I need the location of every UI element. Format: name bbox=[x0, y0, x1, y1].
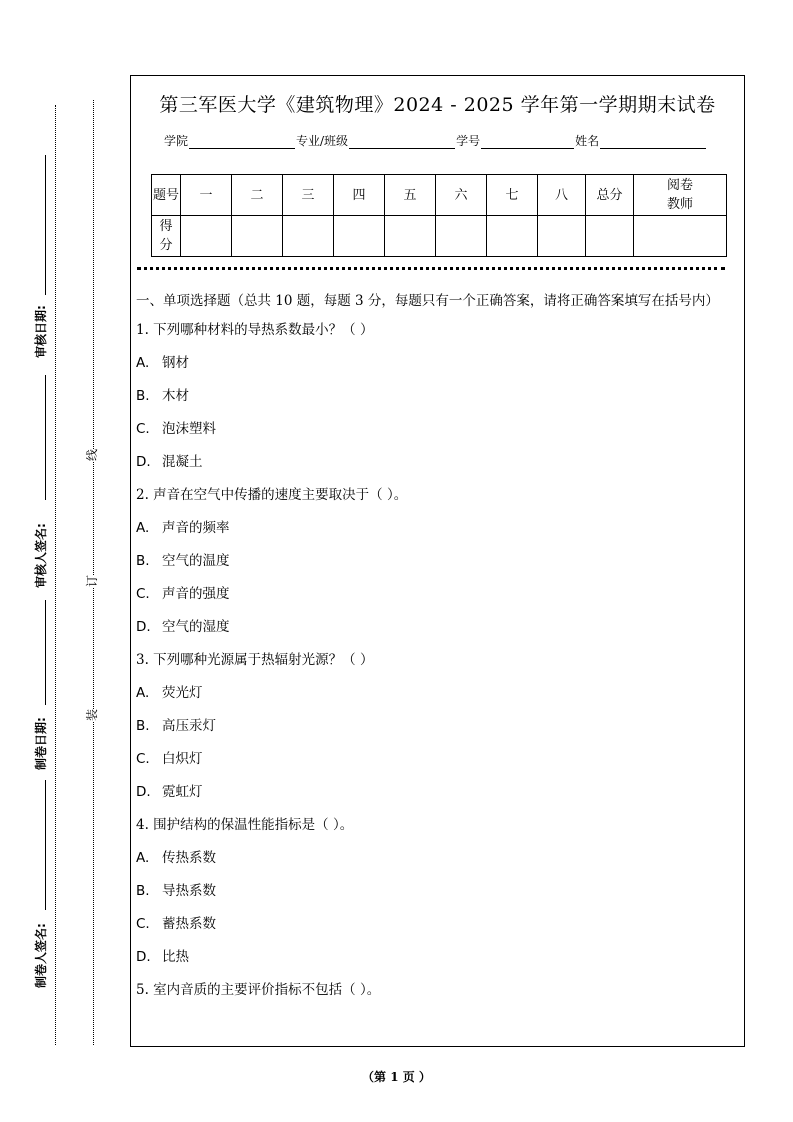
option-letter: C. bbox=[136, 586, 150, 602]
student-info-row bbox=[164, 132, 707, 149]
binding-mark-bind: 订 bbox=[85, 574, 100, 588]
option-text: 声音的强度 bbox=[162, 586, 230, 602]
major-class-label: 专业/班级 bbox=[296, 134, 349, 148]
option-item bbox=[136, 616, 736, 649]
option-text: 泡沫塑料 bbox=[162, 421, 216, 437]
option-letter: D. bbox=[136, 619, 151, 635]
score-cell[interactable] bbox=[436, 216, 487, 257]
option-text: 空气的温度 bbox=[162, 553, 230, 569]
question-stem: 3. 下列哪种光源属于热辐射光源？（ ） bbox=[136, 652, 374, 668]
score-col: 三 bbox=[283, 175, 334, 216]
option-letter: A. bbox=[136, 850, 150, 866]
option-item bbox=[136, 385, 736, 418]
option-letter: C. bbox=[136, 916, 150, 932]
option-letter: B. bbox=[136, 388, 150, 404]
score-col: 一 bbox=[181, 175, 232, 216]
option-text: 高压汞灯 bbox=[162, 718, 216, 734]
score-cell[interactable] bbox=[385, 216, 436, 257]
option-item bbox=[136, 583, 736, 616]
score-cell[interactable] bbox=[334, 216, 385, 257]
option-item bbox=[136, 748, 736, 781]
page-number: （第 1 页 ） bbox=[362, 1070, 431, 1084]
option-letter: D. bbox=[136, 949, 151, 965]
score-col: 二 bbox=[232, 175, 283, 216]
option-text: 声音的频率 bbox=[162, 520, 230, 536]
score-table bbox=[151, 174, 727, 257]
option-item bbox=[136, 913, 736, 946]
binding-mark-line: 线 bbox=[85, 448, 100, 462]
score-col: 四 bbox=[334, 175, 385, 216]
option-text: 霓虹灯 bbox=[162, 784, 203, 800]
option-item bbox=[136, 880, 736, 913]
margin-underline bbox=[45, 155, 46, 295]
review-date-label: 审核日期: bbox=[34, 305, 48, 358]
college-blank[interactable] bbox=[189, 135, 295, 149]
question-stem: 4. 围护结构的保温性能指标是（ ）。 bbox=[136, 817, 354, 833]
score-col-grader: 阅卷教师 bbox=[634, 175, 727, 216]
option-letter: C. bbox=[136, 421, 150, 437]
option-text: 木材 bbox=[162, 388, 189, 404]
score-cell-grader[interactable] bbox=[634, 216, 727, 257]
question-stem: 2. 声音在空气中传播的速度主要取决于（ ）。 bbox=[136, 487, 408, 503]
section-heading: 一、单项选择题（总共 10 题，每题 3 分，每题只有一个正确答案，请将正确答案填写在括号内） bbox=[136, 293, 719, 309]
option-letter: A. bbox=[136, 685, 150, 701]
score-col: 七 bbox=[487, 175, 538, 216]
name-label: 姓名 bbox=[575, 134, 600, 148]
score-table-score-head: 得分 bbox=[152, 216, 181, 257]
student-id-blank[interactable] bbox=[481, 135, 574, 149]
score-cell[interactable] bbox=[487, 216, 538, 257]
option-text: 钢材 bbox=[162, 355, 189, 371]
score-cell[interactable] bbox=[283, 216, 334, 257]
score-col: 五 bbox=[385, 175, 436, 216]
score-cell-total[interactable] bbox=[586, 216, 634, 257]
score-cell[interactable] bbox=[538, 216, 586, 257]
score-table-row-head: 题号 bbox=[152, 175, 181, 216]
score-cell[interactable] bbox=[181, 216, 232, 257]
option-letter: B. bbox=[136, 718, 150, 734]
margin-underline bbox=[45, 600, 46, 705]
section-separator bbox=[137, 267, 725, 270]
question-content bbox=[136, 290, 736, 1012]
option-item bbox=[136, 847, 736, 880]
option-letter: C. bbox=[136, 751, 150, 767]
option-letter: B. bbox=[136, 553, 150, 569]
exam-title: 第三军医大学《建筑物理》2024 - 2025 学年第一学期期末试卷 bbox=[159, 94, 716, 116]
score-table-score-row bbox=[152, 216, 727, 257]
option-item bbox=[136, 715, 736, 748]
option-text: 传热系数 bbox=[162, 850, 216, 866]
option-item bbox=[136, 781, 736, 814]
option-text: 白炽灯 bbox=[162, 751, 203, 767]
option-item bbox=[136, 352, 736, 385]
option-text: 导热系数 bbox=[162, 883, 216, 899]
score-col-total: 总分 bbox=[586, 175, 634, 216]
option-text: 蓄热系数 bbox=[162, 916, 216, 932]
option-item bbox=[136, 550, 736, 583]
margin-underline bbox=[45, 375, 46, 500]
option-item bbox=[136, 682, 736, 715]
option-letter: A. bbox=[136, 355, 150, 371]
college-label: 学院 bbox=[164, 134, 189, 148]
option-text: 空气的湿度 bbox=[162, 619, 230, 635]
score-cell[interactable] bbox=[232, 216, 283, 257]
exam-frame bbox=[130, 75, 745, 1047]
margin-underline bbox=[45, 780, 46, 910]
margin-dotted-line-inner bbox=[93, 100, 94, 1045]
name-blank[interactable] bbox=[600, 135, 706, 149]
option-text: 混凝土 bbox=[162, 454, 203, 470]
option-text: 荧光灯 bbox=[162, 685, 203, 701]
option-letter: D. bbox=[136, 784, 151, 800]
option-item bbox=[136, 517, 736, 550]
option-item bbox=[136, 451, 736, 484]
margin-dotted-line-outer bbox=[55, 105, 56, 1045]
reviewer-signature-label: 审核人签名: bbox=[34, 523, 48, 588]
score-col: 六 bbox=[436, 175, 487, 216]
binding-mark-fix: 装 bbox=[85, 708, 100, 722]
option-letter: D. bbox=[136, 454, 151, 470]
option-letter: A. bbox=[136, 520, 150, 536]
option-letter: B. bbox=[136, 883, 150, 899]
option-item bbox=[136, 418, 736, 451]
score-col: 八 bbox=[538, 175, 586, 216]
question-stem: 5. 室内音质的主要评价指标不包括（ ）。 bbox=[136, 982, 381, 998]
compile-date-label: 制卷日期: bbox=[34, 717, 48, 770]
question-stem: 1. 下列哪种材料的导热系数最小？（ ） bbox=[136, 322, 374, 338]
option-item bbox=[136, 946, 736, 979]
major-class-blank[interactable] bbox=[349, 135, 455, 149]
option-text: 比热 bbox=[162, 949, 189, 965]
student-id-label: 学号 bbox=[456, 134, 481, 148]
compiler-signature-label: 制卷人签名: bbox=[34, 923, 48, 988]
score-table-header-row bbox=[152, 175, 727, 216]
